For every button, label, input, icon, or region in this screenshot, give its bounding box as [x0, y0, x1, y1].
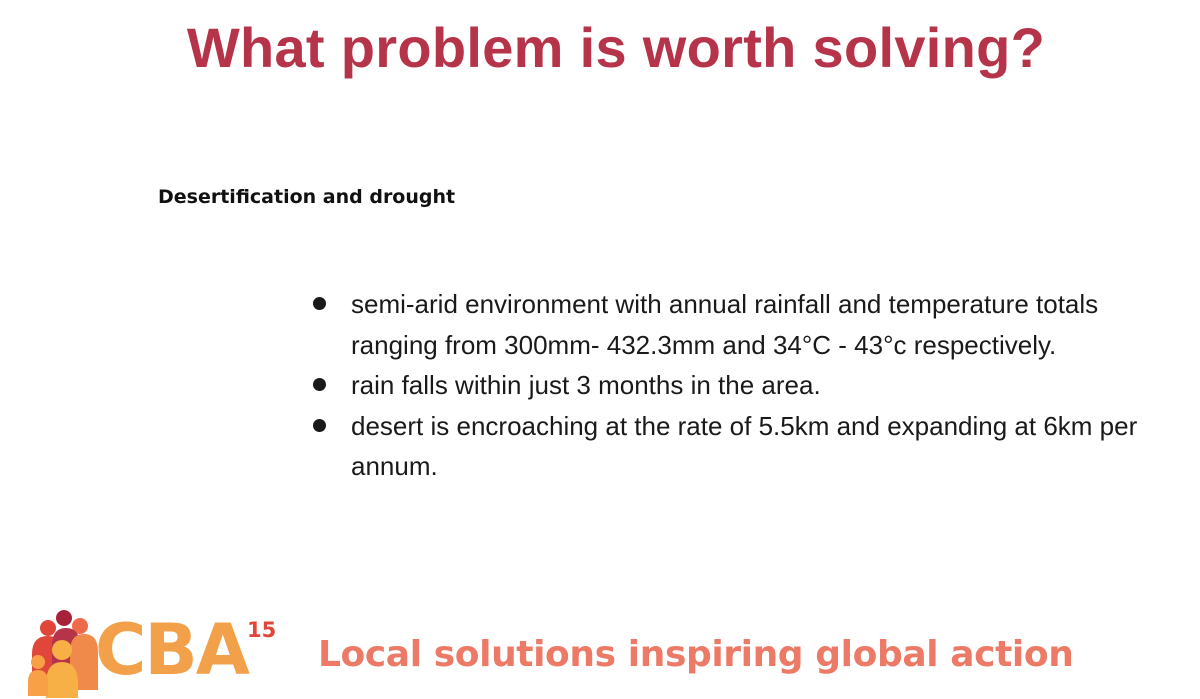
- logo-superscript: 15: [247, 618, 277, 642]
- bullet-text: rain falls within just 3 months in the area.: [351, 370, 821, 400]
- bullet-item: [302, 406, 1172, 487]
- bullet-text: semi-arid environment with annual rainfall and temperature totals ranging from 300mm- 432.3mm and 34°C - 43°c respectively.: [351, 289, 1099, 360]
- slide-footer: [0, 600, 1200, 699]
- slide-subtitle: Desertification and drought: [158, 186, 456, 208]
- bullet-list: [302, 284, 1172, 487]
- bullet-item: [302, 365, 1172, 406]
- slide-title: What problem is worth solving?: [186, 16, 1046, 79]
- bullet-text: desert is encroaching at the rate of 5.5km and expanding at 6km per annum.: [351, 410, 1138, 481]
- bullet-dot-icon: [313, 419, 326, 432]
- bullet-item: [302, 284, 1172, 365]
- footer-tagline: Local solutions inspiring global action: [318, 634, 1074, 675]
- bullet-dot-icon: [313, 378, 326, 391]
- bullet-dot-icon: [313, 297, 326, 310]
- logo-text: CBA: [95, 609, 248, 691]
